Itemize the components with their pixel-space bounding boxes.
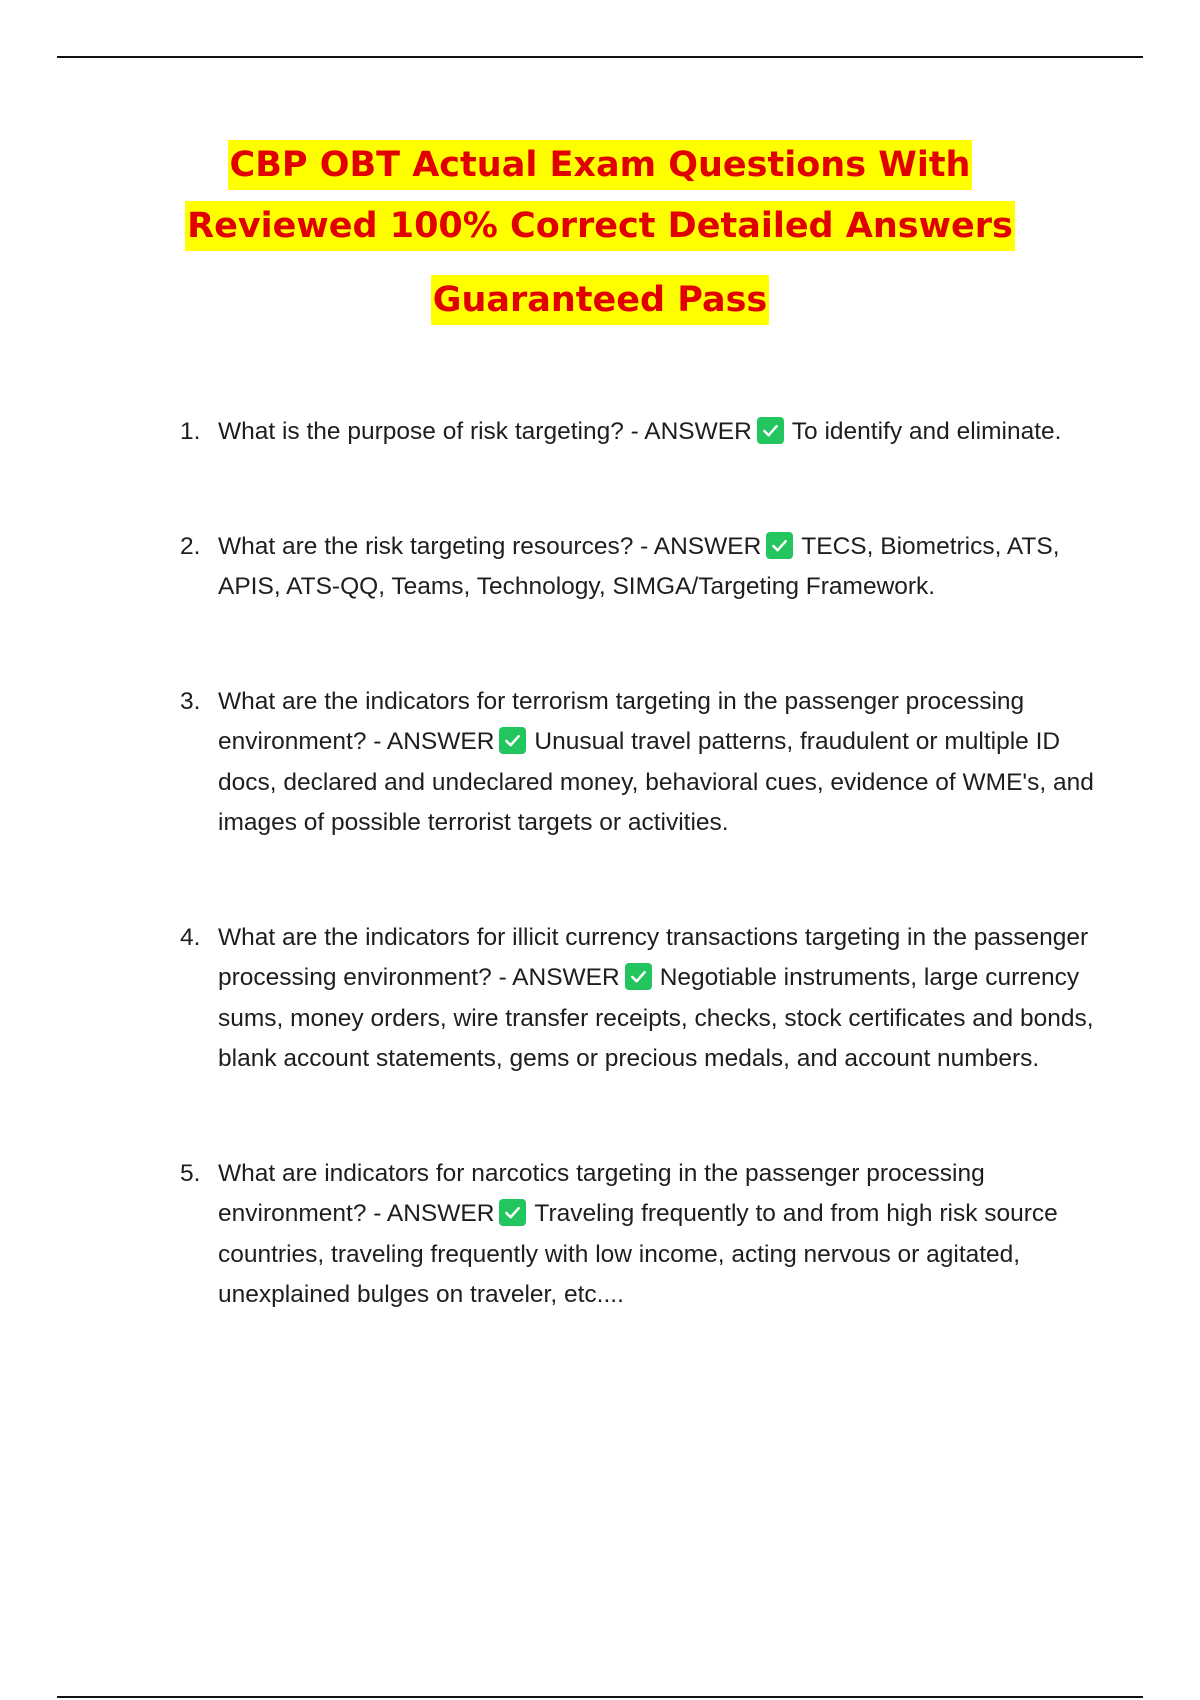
check-mark-icon	[625, 963, 652, 990]
question-text: What are the indicators for terrorism targeting in the passenger processing environment?	[218, 687, 1025, 755]
item-number: 2.	[180, 532, 201, 560]
list-item	[180, 412, 1100, 453]
item-number: 4.	[180, 923, 201, 951]
question-text: What is the purpose of risk targeting?	[218, 418, 624, 445]
title-line-1: CBP OBT Actual Exam Questions With	[228, 140, 973, 190]
check-mark-icon	[499, 727, 526, 754]
top-rule	[57, 56, 1143, 58]
answer-text: To identify and eliminate.	[791, 418, 1062, 445]
answer-marker: - ANSWER	[373, 1200, 495, 1227]
answer-text: Traveling frequently to and from high risk source countries, traveling frequently with low income, acting nervous or agitated, unexplained bulges on traveler, etc....	[218, 1200, 1058, 1308]
title-line-2: Reviewed 100% Correct Detailed Answers	[185, 201, 1015, 251]
list-item	[180, 682, 1100, 844]
title-line-3: Guaranteed Pass	[431, 275, 770, 325]
list-item	[180, 527, 1100, 608]
answer-marker: - ANSWER	[630, 418, 752, 445]
question-text: What are the risk targeting resources?	[218, 532, 634, 560]
answer-text: Negotiable instruments, large currency sums, money orders, wire transfer receipts, checks, stock certificates and bonds, blank account statements, gems or precious medals, and account numbers.	[218, 964, 1094, 1072]
question-text: What are indicators for narcotics targeting in the passenger processing environment?	[218, 1159, 985, 1227]
answer-marker: - ANSWER	[373, 728, 495, 755]
item-number: 1.	[180, 418, 201, 445]
document-title	[0, 140, 1200, 336]
question-text: What are the indicators for illicit currency transactions targeting in the passenger processing environment?	[218, 923, 1089, 991]
check-mark-icon	[766, 532, 793, 559]
list-item	[180, 918, 1100, 1080]
answer-text: TECS, Biometrics, ATS, APIS, ATS-QQ, Teams, Technology, SIMGA/Targeting Framework.	[218, 532, 1060, 600]
bottom-rule	[57, 1696, 1143, 1698]
check-mark-icon	[757, 417, 784, 444]
answer-marker: - ANSWER	[640, 532, 762, 560]
answer-marker: - ANSWER	[498, 964, 620, 991]
question-list	[180, 412, 1100, 1316]
item-number: 3.	[180, 687, 201, 715]
check-mark-icon	[499, 1199, 526, 1226]
item-number: 5.	[180, 1159, 201, 1187]
list-item	[180, 1154, 1100, 1316]
answer-text: Unusual travel patterns, fraudulent or multiple ID docs, declared and undeclared money, behavioral cues, evidence of WME's, and images of possible terrorist targets or activities.	[218, 728, 1094, 836]
